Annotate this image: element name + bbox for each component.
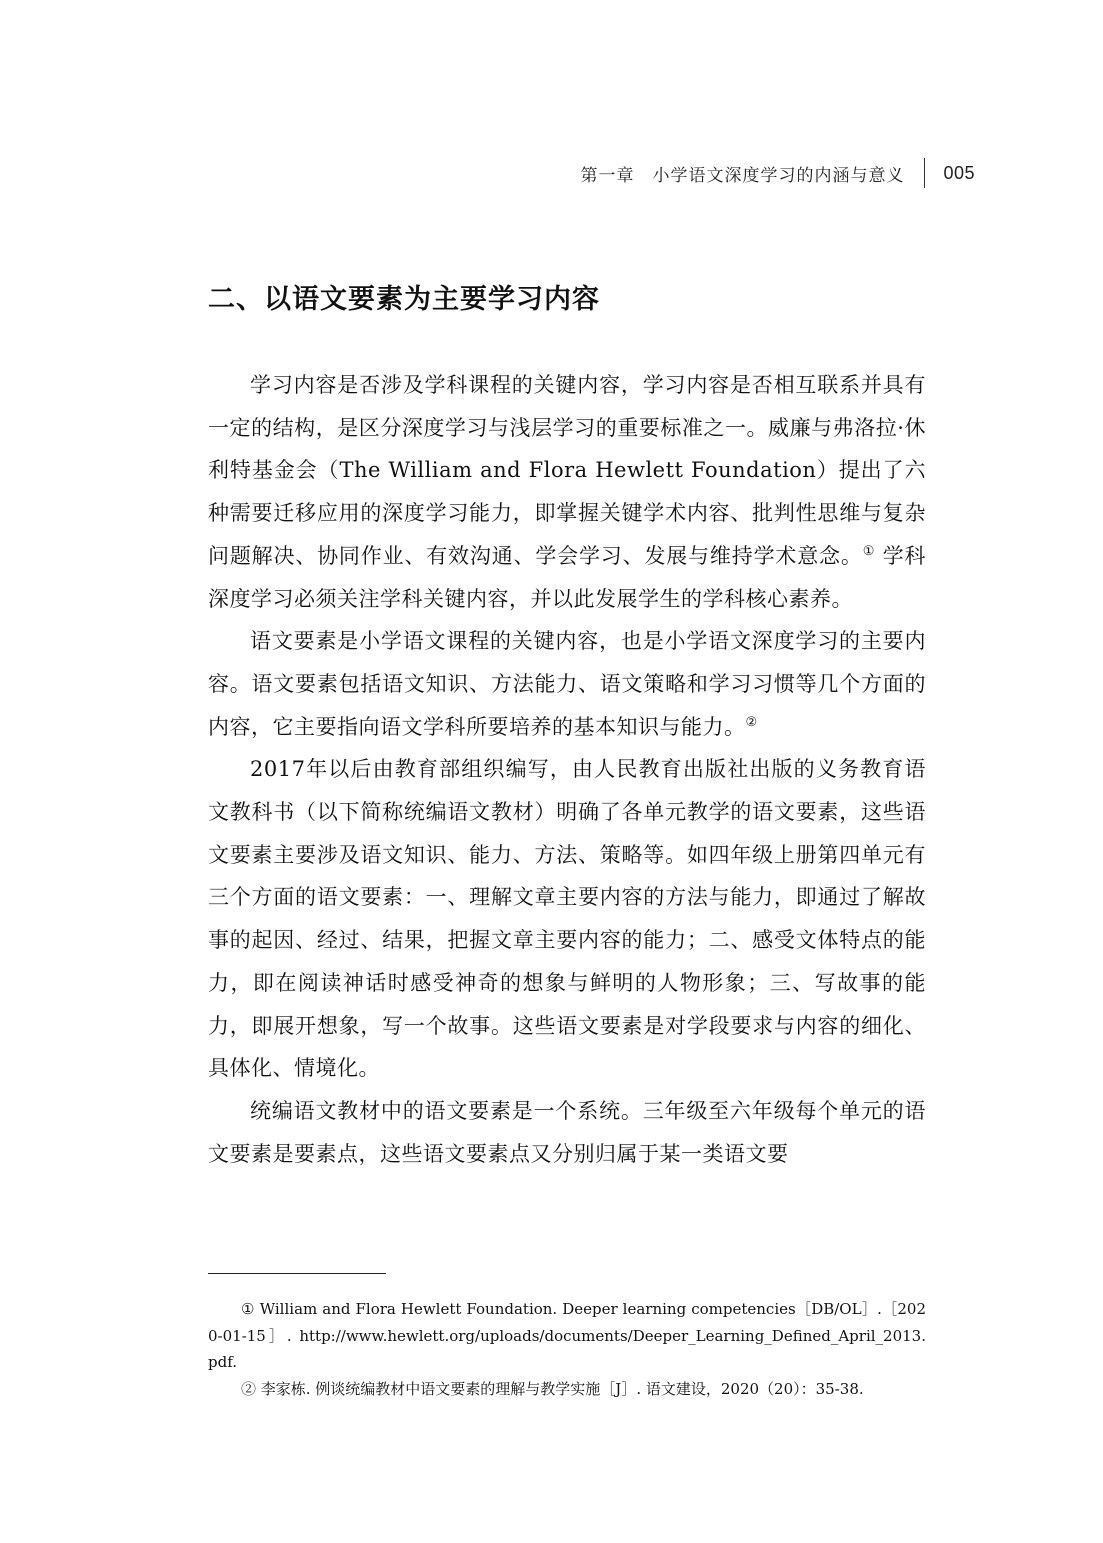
paragraph-text: 2017年以后由教育部组织编写，由人民教育出版社出版的义务教育语文教科书（以下简称统编语文教材）明确了各单元教学的语文要素，这些语文要素主要涉及语文知识、能力、方法、策略等。如四年级上册第四单元有三个方面的语文要素：一、理解文章主要内容的方法与能力，即通过了解故事的起因、经过、结果，把握文章主要内容的能力；二、感受文体特点的能力，即在阅读神话时感受神奇的想象与鲜明的人物形象；三、写故事的能力，即展开想象，写一个故事。这些语文要素是对学段要求与内容的细化、具体化、情境化。 <box>208 757 926 1081</box>
footnote-2: ② 李家栋. 例谈统编教材中语文要素的理解与教学实施［J］. 语文建设，2020（20）：35-38. <box>241 1379 864 1398</box>
running-header <box>580 158 975 188</box>
page-number: 005 <box>943 162 975 183</box>
footnote-ref-2[interactable]: ② <box>745 714 758 730</box>
paragraph <box>208 620 926 748</box>
body-text <box>208 364 926 1175</box>
chapter-title: 第一章 小学语文深度学习的内涵与意义 <box>580 165 905 186</box>
footnote-1: ① William and Flora Hewlett Foundation. Deeper learning competencies［DB/OL］.［2020-01-15］. http://www.hewlett.org/uploads/documents/Deeper_Learning_Defined_April_2013.pdf. <box>208 1300 926 1371</box>
footnote-ref-1[interactable]: ① <box>862 543 876 559</box>
section-title: 二、以语文要素为主要学习内容 <box>208 284 600 315</box>
paragraph-text: 学科深度学习必须关注学科关键内容，并以此发展学生的学科核心素养。 <box>208 543 926 611</box>
paragraph <box>208 364 926 620</box>
footnote-separator <box>208 1273 386 1274</box>
paragraph <box>208 1090 926 1175</box>
paragraph-text: 学习内容是否涉及学科课程的关键内容，学习内容是否相互联系并具有一定的结构，是区分深度学习与浅层学习的重要标准之一。威廉与弗洛拉·休利特基金会（The William and Flora Hewlett Foundation）提出了六种需要迁移应用的深度学习能力，即掌握关键学术内容、批判性思维与复杂问题解决、协同作业、有效沟通、学会学习、发展与维持学术意念。 <box>208 373 926 568</box>
header-divider <box>924 158 925 188</box>
footnotes <box>208 1296 926 1402</box>
paragraph-text: 统编语文教材中的语文要素是一个系统。三年级至六年级每个单元的语文要素是要素点，这些语文要素点又分别归属于某一类语文要 <box>208 1098 926 1166</box>
paragraph <box>208 748 926 1090</box>
paragraph-text: 语文要素是小学语文课程的关键内容，也是小学语文深度学习的主要内容。语文要素包括语文知识、方法能力、语文策略和学习习惯等几个方面的内容，它主要指向语文学科所要培养的基本知识与能力。 <box>208 629 926 739</box>
